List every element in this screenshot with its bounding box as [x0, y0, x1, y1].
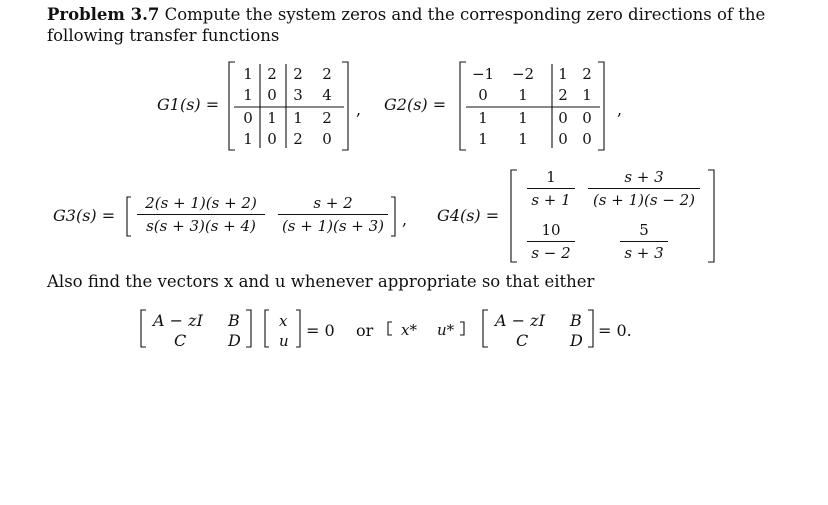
g3-fraction-1: [137, 194, 265, 235]
g4-entry-12: [588, 168, 700, 209]
g2-cell: −1: [471, 65, 495, 83]
g4-d-denominator: s + 3: [624, 244, 664, 262]
eq2-m22: D: [570, 331, 583, 350]
g3-f1-denominator: s(s + 3)(s + 4): [146, 217, 256, 235]
g1-lhs: G1(s) =: [157, 95, 220, 114]
g2-cell: 1: [478, 130, 488, 148]
eq-zero: = 0: [306, 321, 335, 340]
g4-c-denominator: s − 2: [531, 244, 571, 262]
comma: ,: [617, 100, 623, 119]
problem-label: Problem 3.7: [47, 5, 160, 24]
g1-cell: 0: [267, 86, 277, 104]
g2-cell: 1: [518, 86, 528, 104]
g1-cell: 1: [267, 109, 277, 127]
eq-r-left: [388, 322, 392, 335]
g2-cell: 0: [558, 109, 568, 127]
eq-v1: x: [279, 312, 288, 330]
g3-f1-numerator: 2(s + 1)(s + 2): [145, 194, 257, 212]
g2-cell: 0: [582, 109, 592, 127]
g2-cell: 2: [558, 86, 568, 104]
g1-cell: 0: [243, 109, 253, 127]
g4-lhs: G4(s) =: [437, 206, 500, 225]
g1-cell: 1: [243, 130, 253, 148]
g2-cell: 1: [518, 130, 528, 148]
problem-text-line1: Compute the system zeros and the corresponding zero directions of the: [164, 5, 766, 24]
g2-cell: 1: [582, 86, 592, 104]
eq-r1: x*: [401, 321, 417, 339]
g4-right-bracket: [708, 170, 714, 262]
g2-cell: 0: [582, 130, 592, 148]
comma: ,: [402, 210, 408, 229]
g2-cell: 1: [478, 109, 488, 127]
eq-m21: C: [174, 331, 187, 350]
eq-or: or: [356, 321, 374, 340]
g3-fraction-2: [278, 194, 388, 235]
eq2-m11: A − zI: [495, 311, 545, 330]
also-text: Also find the vectors x and u whenever appropriate so that either: [47, 272, 595, 291]
g3-f2-numerator: s + 2: [313, 194, 353, 212]
g1-cell: 2: [267, 65, 277, 83]
eq-m22: D: [228, 331, 241, 350]
eq-m12: B: [228, 311, 240, 330]
g4-b-denominator: (s + 1)(s − 2): [592, 191, 696, 209]
eq-v2: u: [279, 332, 289, 350]
eq-v-left: [265, 310, 269, 347]
g2-cell: 2: [582, 65, 592, 83]
g1-cell: 0: [267, 130, 277, 148]
eq2-m21: C: [516, 331, 529, 350]
g4-a-denominator: s + 1: [531, 191, 571, 209]
g1-cell: 4: [322, 86, 332, 104]
g1-cell: 2: [293, 130, 303, 148]
g2-left-bracket: [460, 62, 466, 150]
eq-m2-left: [483, 310, 488, 347]
g1-left-bracket: [229, 62, 235, 150]
g3-f2-denominator: (s + 1)(s + 3): [281, 217, 385, 235]
eq2-m12: B: [570, 311, 582, 330]
g1-cell: 1: [243, 86, 253, 104]
g1-cell: 0: [322, 130, 332, 148]
eq-m-right: [246, 310, 251, 347]
g2-cell: 1: [558, 65, 568, 83]
g3-left-bracket: [127, 197, 131, 236]
g1-cell: 3: [293, 86, 303, 104]
g1-cell: 2: [322, 65, 332, 83]
g1-cell: 1: [243, 65, 253, 83]
eq-v-right: [296, 310, 300, 347]
eq-r-right: [460, 322, 464, 335]
g4-entry-22: [620, 221, 668, 262]
g2-cell: 0: [478, 86, 488, 104]
g2-cell: 0: [558, 130, 568, 148]
problem-text-line2: following transfer functions: [47, 26, 280, 45]
g2-lhs: G2(s) =: [384, 95, 447, 114]
g2-cell: 1: [518, 109, 528, 127]
eq-m11: A − zI: [153, 311, 203, 330]
g1-right-bracket: [342, 62, 348, 150]
g2-right-bracket: [598, 62, 604, 150]
eq-m-left: [141, 310, 146, 347]
g4-entry-21: [527, 221, 575, 262]
g1-cell: 1: [293, 109, 303, 127]
comma: ,: [356, 100, 362, 119]
g4-entry-11: [527, 168, 575, 209]
eq-r2: u*: [437, 321, 455, 339]
g4-c-numerator: 10: [541, 221, 561, 239]
g3-lhs: G3(s) =: [53, 206, 116, 225]
g4-b-numerator: s + 3: [624, 168, 664, 186]
g3-right-bracket: [391, 197, 395, 236]
g4-d-numerator: 5: [639, 221, 649, 239]
g1-cell: 2: [293, 65, 303, 83]
g4-left-bracket: [511, 170, 517, 262]
g1-cell: 2: [322, 109, 332, 127]
g4-a-numerator: 1: [546, 168, 556, 186]
g2-cell: −2: [511, 65, 535, 83]
eq-m2-right: [588, 310, 593, 347]
eq-end: = 0.: [598, 321, 632, 340]
